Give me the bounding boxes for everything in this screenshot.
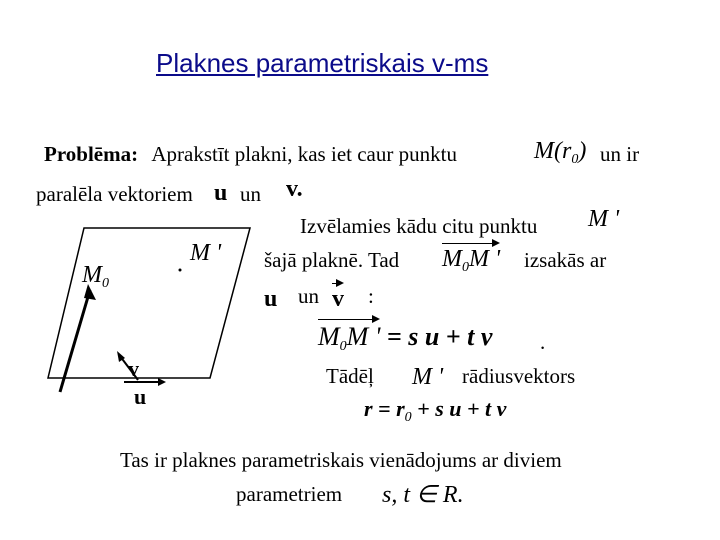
choose-text: Izvēlamies kādu citu punktu <box>300 214 538 238</box>
problem-text: Aprakstīt plakni, kas iet caur punktu <box>151 142 457 166</box>
m-prime-2: M ' <box>412 364 444 390</box>
radius-eq-sub: 0 <box>404 410 412 425</box>
problem-point-main: M(r <box>534 138 572 164</box>
equation-sub: 0 <box>339 339 347 354</box>
problem-point-sub: 0 <box>571 152 579 167</box>
vec-v: v. <box>286 176 303 202</box>
conclusion-text: Tas ir plaknes parametriskais vienādojums ar diviem <box>120 448 562 472</box>
un-text: un <box>240 182 261 206</box>
m-prime-1: M ' <box>588 206 620 232</box>
v-label-text: v <box>332 286 344 312</box>
problem-point-end: ) <box>578 138 587 164</box>
equation-dot: . <box>540 330 546 354</box>
parameters-label: parametriem <box>236 482 343 506</box>
vec-u: u <box>214 180 228 206</box>
figure-u-label: u <box>134 384 147 409</box>
radius-eq-end: + s u + t v <box>417 396 507 421</box>
u-vector-head <box>158 378 166 386</box>
u-label: u <box>264 286 278 312</box>
slide-title: Plaknes parametriskais v-ms <box>156 48 489 78</box>
m-prime-dot <box>179 269 182 272</box>
plane-text: šajā plaknē. Tad <box>264 248 400 272</box>
parallel-text: paralēla vektoriem <box>36 182 193 206</box>
therefore-text: Tādēļ <box>326 364 374 388</box>
radius-vector-line <box>60 290 90 392</box>
figure-v-label: v <box>128 356 139 381</box>
radius-eq-main: r = r <box>364 396 405 421</box>
figure-mprime-label: M ' <box>190 240 222 266</box>
expressed-text: izsakās ar <box>524 248 607 272</box>
colon: : <box>368 284 374 308</box>
params-math: s, t ∈ R. <box>382 482 464 508</box>
figure-m0-sub: 0 <box>102 276 109 291</box>
problem-label: Problēma: <box>44 142 139 166</box>
radius-text: rādiusvektors <box>462 364 576 388</box>
m0m-main: M <box>442 246 462 272</box>
figure-m0-main: M <box>82 262 102 288</box>
equation-lhs-end: M ' <box>346 322 381 351</box>
m0m-sub: 0 <box>462 260 469 275</box>
un2-text: un <box>298 284 319 308</box>
figure-m0-label <box>82 262 109 292</box>
equation-lhs: M <box>318 322 340 351</box>
m0m-end: M ' <box>469 246 501 272</box>
un-ir-text: un ir <box>600 142 640 166</box>
equation-rhs: = s u + t v <box>386 322 493 351</box>
